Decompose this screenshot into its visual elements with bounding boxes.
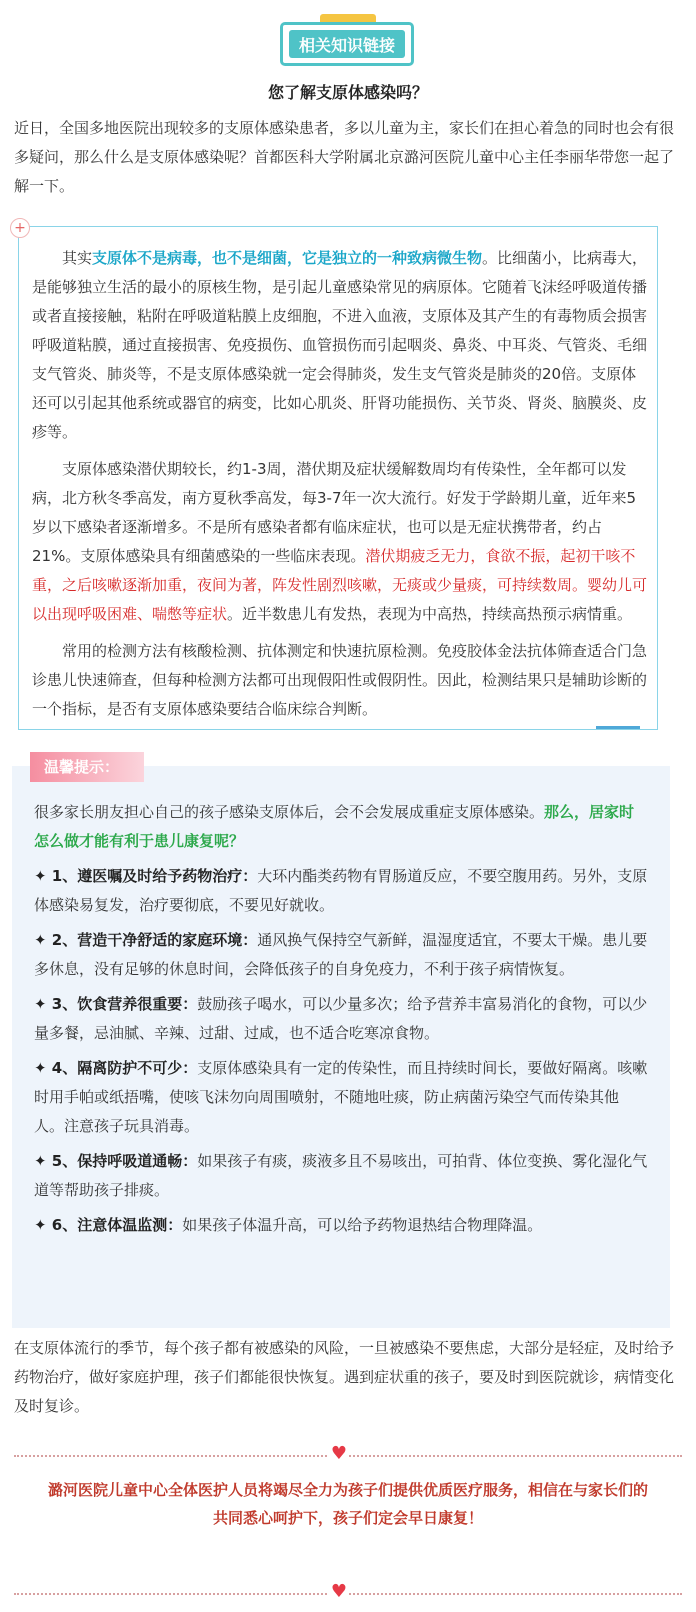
tip-item — [34, 926, 648, 984]
info-p2-body: 支原体感染潜伏期较长，约1-3周，潜伏期及症状缓解数周均有传染性，全年都可以发病，北方秋冬季高发，南方夏秋季高发，每3-7年一次大流行。好发于学龄期儿童，近年来5岁以下感染者逐渐增多。不是所有感染者都有临床症状，也可以是无症状携带者，约占21%。支原体感染具有细菌感染的一些临床表现。 — [32, 460, 637, 565]
tip-item-head: ✦ 6、注意体温监测： — [34, 1216, 183, 1234]
tip-item-text: 大环内酯类药物有胃肠道反应，不要空腹用药。另外，支原体感染易复发，治疗要彻底，不要见好就收。 — [34, 867, 648, 914]
closing-message — [0, 1476, 696, 1532]
tip-item — [34, 1211, 648, 1240]
tip-item-text: 如果孩子有痰，痰液多且不易咳出，可拍背、体位变换、雾化湿化气道等帮助孩子排痰。 — [34, 1152, 648, 1199]
page-title: 您了解支原体感染吗？ — [267, 83, 428, 102]
heart-icon: ♥ — [330, 1443, 348, 1464]
tip-item-text: 通风换气保持空气新鲜，温湿度适宜，不要太干燥。患儿要多休息，没有足够的休息时间，会降低孩子的自身免疫力，不利于孩子病情恢复。 — [34, 931, 648, 978]
info-p1-highlight: 支原体不是病毒，也不是细菌，它是独立的一种致病微生物 — [92, 249, 483, 267]
tip-item-text: 鼓励孩子喝水，可以少量多次；给予营养丰富易消化的食物，可以少量多餐，忌油腻、辛辣、过甜、过咸，也不适合吃寒凉食物。 — [34, 995, 648, 1042]
tip-item-head: ✦ 3、饮食营养很重要： — [34, 995, 198, 1013]
tips-lead-text: 很多家长朋友担心自己的孩子感染支原体后，会不会发展成重症支原体感染。 — [34, 803, 545, 821]
closing-line-2: 共同悉心呵护下，孩子们定会早日康复！ — [212, 1509, 483, 1527]
tip-item-head: ✦ 4、隔离防护不可少： — [34, 1059, 198, 1077]
tip-item — [34, 1054, 648, 1141]
info-box-content — [32, 244, 648, 732]
tip-item-head: ✦ 5、保持呼吸道通畅： — [34, 1152, 198, 1170]
info-paragraph-1 — [32, 244, 648, 447]
info-p1-lead: 其实 — [62, 249, 93, 267]
plus-icon: + — [10, 218, 30, 238]
tip-item — [34, 990, 648, 1048]
closing-line-1: 潞河医院儿童中心全体医护人员将竭尽全力为孩子们提供优质医疗服务，相信在与家长们的 — [47, 1481, 648, 1499]
tips-content — [34, 798, 648, 1246]
badge-label: 相关知识链接 — [289, 30, 405, 58]
tips-lead — [34, 798, 648, 856]
tip-item — [34, 862, 648, 920]
tip-item-text: 如果孩子体温升高，可以给予药物退热结合物理降温。 — [182, 1216, 543, 1234]
info-p2-tail: 。近半数患儿有发热，表现为中高热，持续高热预示病情重。 — [227, 605, 633, 623]
tip-item-head: ✦ 2、营造干净舒适的家庭环境： — [34, 931, 258, 949]
outro-paragraph: 在支原体流行的季节，每个孩子都有被感染的风险，一旦被感染不要焦虑，大部分是轻症，及时给予药物治疗，做好家庭护理，孩子们都能很快恢复。遇到症状重的孩子，要及时到医院就诊，病情变化及时复诊。 — [14, 1339, 675, 1415]
info-paragraph-2 — [32, 455, 648, 629]
tip-item — [34, 1147, 648, 1205]
info-p2-symptoms: 潜伏期疲乏无力，食欲不振，起初干咳不重，之后咳嗽逐渐加重，夜间为著，阵发性剧烈咳嗽，无痰或少量痰，可持续数周。婴幼儿可以出现呼吸困难、喘憋等症状 — [32, 547, 648, 623]
heart-icon: ♥ — [330, 1581, 348, 1602]
info-paragraph-3: 常用的检测方法有核酸检测、抗体测定和快速抗原检测。免疫胶体金法抗体筛查适合门急诊患儿快速筛查，但每种检测方法都可出现假阳性或假阴性。因此，检测结果只是辅助诊断的一个指标，是否有支原体感染要结合临床综合判断。 — [32, 642, 648, 718]
tip-item-head: ✦ 1、遵医嘱及时给予药物治疗： — [34, 867, 258, 885]
info-p1-body: 。比细菌小，比病毒大，是能够独立生活的最小的原核生物，是引起儿童感染常见的病原体。它随着飞沫经呼吸道传播或者直接接触，粘附在呼吸道粘膜上皮细胞，不进入血液，支原体及其产生的有毒物质会损害呼吸道粘膜，通过直接损害、免疫损伤、血管损伤而引起咽炎、鼻炎、中耳炎、气管炎、毛细支气管炎、肺炎等，不是支原体感染就一定会得肺炎，发生支气管炎是肺炎的20倍。支原体还可以引起其他系统或器官的病变，比如心肌炎、肝肾功能损伤、关节炎、肾炎、脑膜炎、皮疹等。 — [32, 249, 648, 441]
tips-lead-question: 那么，居家时怎么做才能有利于患儿康复呢？ — [34, 803, 635, 850]
intro-paragraph: 近日，全国多地医院出现较多的支原体感染患者，多以儿童为主，家长们在担心着急的同时也会有很多疑问，那么什么是支原体感染呢？首都医科大学附属北京潞河医院儿童中心主任李丽华带您一起了解一下。 — [14, 119, 675, 195]
tips-label: 温馨提示： — [30, 752, 144, 782]
tip-item-text: 支原体感染具有一定的传染性，而且持续时间长，要做好隔离。咳嗽时用手帕或纸捂嘴，使咳飞沫勿向周围喷射，不随地吐痰，防止病菌污染空气而传染其他人。注意孩子玩具消毒。 — [34, 1059, 648, 1135]
section-badge — [280, 22, 414, 66]
